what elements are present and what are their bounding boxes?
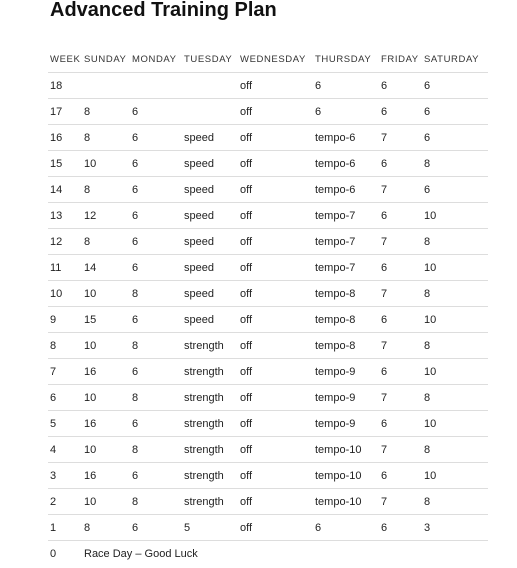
sunday-cell: 10 xyxy=(82,151,130,177)
tuesday-cell: strength xyxy=(182,437,238,463)
monday-cell: 8 xyxy=(130,333,182,359)
wednesday-cell: off xyxy=(238,463,313,489)
friday-cell: 6 xyxy=(379,255,422,281)
saturday-cell: 10 xyxy=(422,203,488,229)
tuesday-cell: strength xyxy=(182,463,238,489)
saturday-cell: 8 xyxy=(422,385,488,411)
saturday-cell: 10 xyxy=(422,359,488,385)
column-header-sunday: SUNDAY xyxy=(82,46,130,73)
tuesday-cell: strength xyxy=(182,411,238,437)
sunday-cell: 8 xyxy=(82,177,130,203)
friday-cell: 6 xyxy=(379,151,422,177)
monday-cell: 6 xyxy=(130,515,182,541)
sunday-cell: 10 xyxy=(82,385,130,411)
sunday-cell: 10 xyxy=(82,489,130,515)
column-header-wednesday: WEDNESDAY xyxy=(238,46,313,73)
thursday-cell: tempo-6 xyxy=(313,151,379,177)
week-cell: 9 xyxy=(48,307,82,333)
week-cell: 7 xyxy=(48,359,82,385)
saturday-cell: 6 xyxy=(422,73,488,99)
sunday-cell: 10 xyxy=(82,281,130,307)
thursday-cell: tempo-8 xyxy=(313,307,379,333)
monday-cell: 6 xyxy=(130,99,182,125)
wednesday-cell: off xyxy=(238,281,313,307)
sunday-cell xyxy=(82,73,130,99)
thursday-cell: tempo-6 xyxy=(313,125,379,151)
friday-cell: 6 xyxy=(379,411,422,437)
table-row xyxy=(48,463,488,489)
week-cell: 18 xyxy=(48,73,82,99)
friday-cell: 7 xyxy=(379,229,422,255)
thursday-cell: tempo-8 xyxy=(313,281,379,307)
tuesday-cell: 5 xyxy=(182,515,238,541)
table-row xyxy=(48,437,488,463)
sunday-cell: 14 xyxy=(82,255,130,281)
monday-cell: 8 xyxy=(130,489,182,515)
table-row xyxy=(48,151,488,177)
saturday-cell: 8 xyxy=(422,151,488,177)
friday-cell: 7 xyxy=(379,125,422,151)
week-cell: 13 xyxy=(48,203,82,229)
saturday-cell: 6 xyxy=(422,99,488,125)
table-body xyxy=(48,73,488,567)
monday-cell: 8 xyxy=(130,385,182,411)
wednesday-cell: off xyxy=(238,229,313,255)
race-week-cell: 0 xyxy=(50,547,57,560)
saturday-cell: 8 xyxy=(422,333,488,359)
friday-cell: 6 xyxy=(379,307,422,333)
tuesday-cell: speed xyxy=(182,151,238,177)
friday-cell: 7 xyxy=(379,489,422,515)
thursday-cell: 6 xyxy=(313,515,379,541)
wednesday-cell: off xyxy=(238,255,313,281)
week-cell: 1 xyxy=(48,515,82,541)
friday-cell: 6 xyxy=(379,73,422,99)
week-cell: 14 xyxy=(48,177,82,203)
thursday-cell: tempo-10 xyxy=(313,489,379,515)
week-cell: 15 xyxy=(48,151,82,177)
sunday-cell: 8 xyxy=(82,99,130,125)
thursday-cell: 6 xyxy=(313,99,379,125)
saturday-cell: 10 xyxy=(422,307,488,333)
week-cell: 8 xyxy=(48,333,82,359)
table-row xyxy=(48,125,488,151)
tuesday-cell: speed xyxy=(182,229,238,255)
tuesday-cell: strength xyxy=(182,385,238,411)
saturday-cell: 10 xyxy=(422,463,488,489)
monday-cell: 6 xyxy=(130,229,182,255)
column-header-saturday: SATURDAY xyxy=(422,46,488,73)
monday-cell: 6 xyxy=(130,151,182,177)
monday-cell: 8 xyxy=(130,437,182,463)
wednesday-cell: off xyxy=(238,437,313,463)
friday-cell: 6 xyxy=(379,515,422,541)
sunday-cell: 16 xyxy=(82,359,130,385)
wednesday-cell: off xyxy=(238,489,313,515)
thursday-cell: tempo-9 xyxy=(313,385,379,411)
friday-cell: 6 xyxy=(379,99,422,125)
tuesday-cell: speed xyxy=(182,125,238,151)
wednesday-cell: off xyxy=(238,385,313,411)
wednesday-cell: off xyxy=(238,333,313,359)
table-row xyxy=(48,333,488,359)
table-row xyxy=(48,255,488,281)
sunday-cell: 8 xyxy=(82,125,130,151)
race-day-row xyxy=(48,541,488,567)
thursday-cell: tempo-10 xyxy=(313,437,379,463)
saturday-cell: 10 xyxy=(422,411,488,437)
week-cell: 11 xyxy=(48,255,82,281)
table-row xyxy=(48,99,488,125)
saturday-cell: 8 xyxy=(422,229,488,255)
tuesday-cell: speed xyxy=(182,177,238,203)
sunday-cell: 10 xyxy=(82,437,130,463)
week-cell: 4 xyxy=(48,437,82,463)
wednesday-cell: off xyxy=(238,151,313,177)
week-cell: 17 xyxy=(48,99,82,125)
tuesday-cell: strength xyxy=(182,489,238,515)
monday-cell: 6 xyxy=(130,463,182,489)
table-row xyxy=(48,177,488,203)
saturday-cell: 8 xyxy=(422,281,488,307)
thursday-cell: tempo-7 xyxy=(313,203,379,229)
table-row xyxy=(48,359,488,385)
saturday-cell: 3 xyxy=(422,515,488,541)
monday-cell: 6 xyxy=(130,359,182,385)
thursday-cell: tempo-9 xyxy=(313,411,379,437)
column-header-week: WEEK xyxy=(48,46,82,73)
friday-cell: 7 xyxy=(379,437,422,463)
table-row xyxy=(48,73,488,99)
sunday-cell: 16 xyxy=(82,411,130,437)
monday-cell: 6 xyxy=(130,307,182,333)
table-row xyxy=(48,229,488,255)
saturday-cell: 8 xyxy=(422,489,488,515)
sunday-cell: 10 xyxy=(82,333,130,359)
friday-cell: 7 xyxy=(379,177,422,203)
friday-cell: 7 xyxy=(379,385,422,411)
sunday-cell: 12 xyxy=(82,203,130,229)
column-header-thursday: THURSDAY xyxy=(313,46,379,73)
monday-cell xyxy=(130,73,182,99)
thursday-cell: tempo-8 xyxy=(313,333,379,359)
monday-cell: 6 xyxy=(130,125,182,151)
page-title: Advanced Training Plan xyxy=(50,0,277,21)
sunday-cell: 8 xyxy=(82,515,130,541)
thursday-cell: tempo-7 xyxy=(313,229,379,255)
wednesday-cell: off xyxy=(238,125,313,151)
week-cell: 6 xyxy=(48,385,82,411)
tuesday-cell: speed xyxy=(182,307,238,333)
table-row xyxy=(48,411,488,437)
column-header-tuesday: TUESDAY xyxy=(182,46,238,73)
table-row xyxy=(48,281,488,307)
wednesday-cell: off xyxy=(238,359,313,385)
monday-cell: 6 xyxy=(130,255,182,281)
saturday-cell: 8 xyxy=(422,437,488,463)
friday-cell: 7 xyxy=(379,281,422,307)
week-cell: 3 xyxy=(48,463,82,489)
training-plan-table xyxy=(48,46,488,566)
table-row xyxy=(48,307,488,333)
wednesday-cell: off xyxy=(238,515,313,541)
table-row xyxy=(48,515,488,541)
sunday-cell: 15 xyxy=(82,307,130,333)
tuesday-cell: speed xyxy=(182,255,238,281)
week-cell: 16 xyxy=(48,125,82,151)
tuesday-cell xyxy=(182,99,238,125)
monday-cell: 8 xyxy=(130,281,182,307)
column-header-monday: MONDAY xyxy=(130,46,182,73)
tuesday-cell: speed xyxy=(182,281,238,307)
week-cell: 12 xyxy=(48,229,82,255)
monday-cell: 6 xyxy=(130,203,182,229)
wednesday-cell: off xyxy=(238,99,313,125)
week-cell: 2 xyxy=(48,489,82,515)
table-row xyxy=(48,385,488,411)
tuesday-cell: strength xyxy=(182,359,238,385)
sunday-cell: 8 xyxy=(82,229,130,255)
wednesday-cell: off xyxy=(238,73,313,99)
monday-cell: 6 xyxy=(130,177,182,203)
sunday-cell: 16 xyxy=(82,463,130,489)
wednesday-cell: off xyxy=(238,177,313,203)
week-cell: 10 xyxy=(48,281,82,307)
thursday-cell: tempo-6 xyxy=(313,177,379,203)
saturday-cell: 10 xyxy=(422,255,488,281)
table-header xyxy=(48,46,488,73)
thursday-cell: 6 xyxy=(313,73,379,99)
monday-cell: 6 xyxy=(130,411,182,437)
friday-cell: 6 xyxy=(379,203,422,229)
race-day-label: Race Day – Good Luck xyxy=(84,547,198,560)
tuesday-cell xyxy=(182,73,238,99)
table-row xyxy=(48,489,488,515)
tuesday-cell: speed xyxy=(182,203,238,229)
saturday-cell: 6 xyxy=(422,177,488,203)
wednesday-cell: off xyxy=(238,411,313,437)
thursday-cell: tempo-7 xyxy=(313,255,379,281)
week-cell: 5 xyxy=(48,411,82,437)
wednesday-cell: off xyxy=(238,203,313,229)
wednesday-cell: off xyxy=(238,307,313,333)
thursday-cell: tempo-10 xyxy=(313,463,379,489)
friday-cell: 7 xyxy=(379,333,422,359)
column-header-friday: FRIDAY xyxy=(379,46,422,73)
saturday-cell: 6 xyxy=(422,125,488,151)
friday-cell: 6 xyxy=(379,359,422,385)
table-row xyxy=(48,203,488,229)
friday-cell: 6 xyxy=(379,463,422,489)
tuesday-cell: strength xyxy=(182,333,238,359)
thursday-cell: tempo-9 xyxy=(313,359,379,385)
header-row xyxy=(48,46,488,73)
